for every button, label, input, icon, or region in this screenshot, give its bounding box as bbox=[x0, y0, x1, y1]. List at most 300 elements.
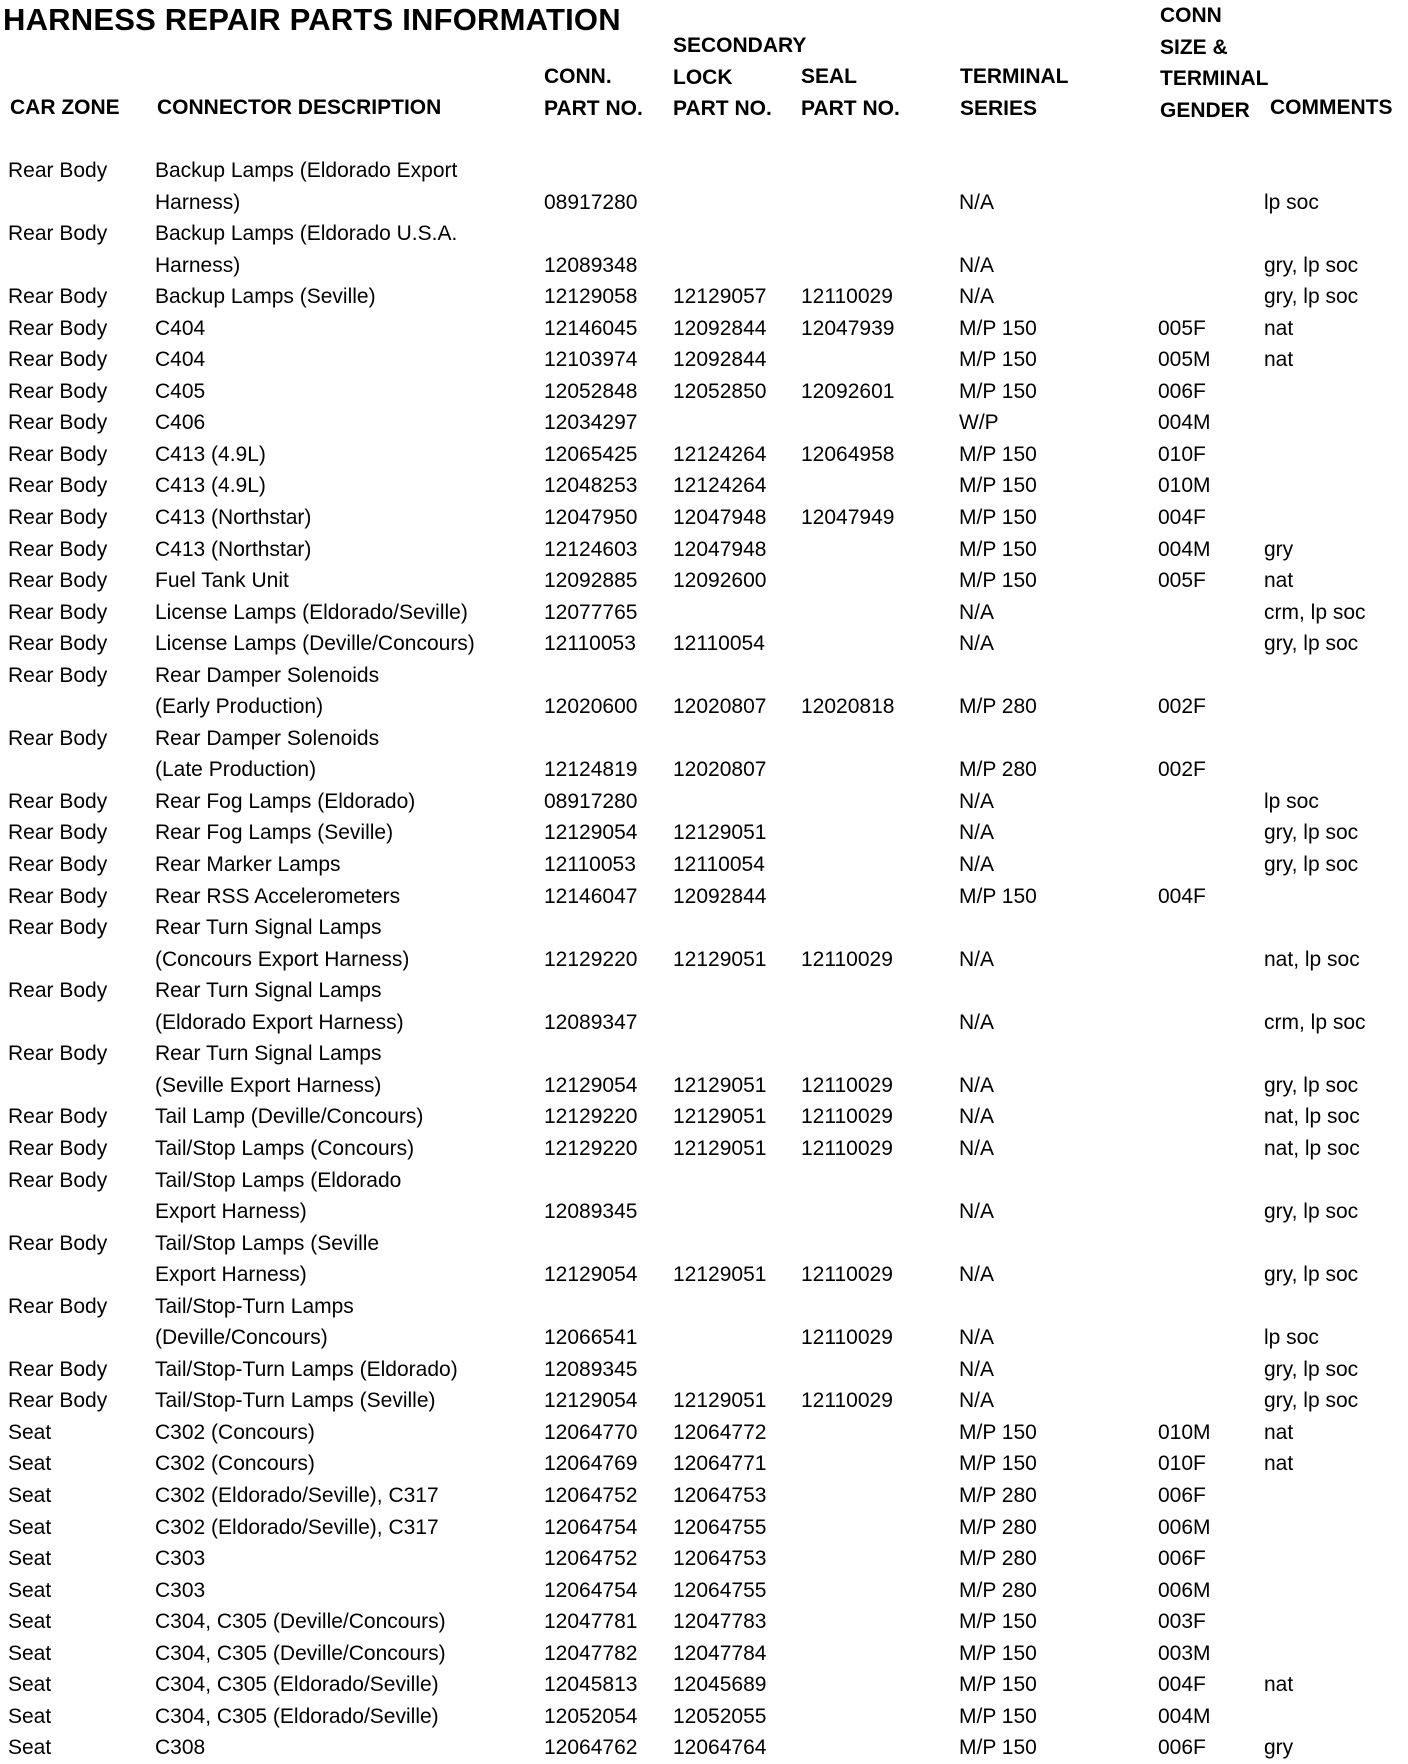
car-zone-cell: Seat bbox=[8, 1547, 52, 1571]
header-seal-part-no: SEAL PART NO. bbox=[801, 65, 900, 120]
terminal-series-cell: M/P 280 bbox=[959, 1578, 1037, 1602]
connector-description-cell: Export Harness) bbox=[155, 1263, 307, 1287]
car-zone-cell: Rear Body bbox=[8, 853, 108, 877]
comments-cell: nat, lp soc bbox=[1264, 947, 1360, 971]
table-row bbox=[0, 439, 1408, 471]
connector-description-cell: Rear Turn Signal Lamps bbox=[155, 1042, 382, 1066]
secondary-lock-part-no-cell: 12064771 bbox=[673, 1452, 767, 1476]
table-row bbox=[0, 534, 1408, 566]
terminal-series-cell: M/P 150 bbox=[959, 1641, 1037, 1665]
conn-part-no-cell: 12089348 bbox=[544, 253, 638, 277]
conn-part-no-cell: 12103974 bbox=[544, 348, 638, 372]
terminal-series-cell: N/A bbox=[959, 1263, 995, 1287]
car-zone-cell: Rear Body bbox=[8, 789, 108, 813]
secondary-lock-part-no-cell: 12064755 bbox=[673, 1578, 767, 1602]
conn-part-no-cell: 12092885 bbox=[544, 569, 638, 593]
table-row bbox=[0, 881, 1408, 913]
terminal-series-cell: N/A bbox=[959, 1200, 995, 1224]
connector-description-cell: C304, C305 (Deville/Concours) bbox=[155, 1641, 446, 1665]
table-row bbox=[0, 660, 1408, 692]
table-row bbox=[0, 1133, 1408, 1165]
secondary-lock-part-no-cell: 12047948 bbox=[673, 537, 767, 561]
comments-cell: gry, lp soc bbox=[1264, 1073, 1359, 1097]
conn-part-no-cell: 12129054 bbox=[544, 1389, 638, 1413]
conn-part-no-cell: 12064770 bbox=[544, 1420, 638, 1444]
seal-part-no-cell: 12110029 bbox=[801, 1136, 893, 1160]
conn-part-no-cell: 12077765 bbox=[544, 600, 638, 624]
page-title: HARNESS REPAIR PARTS INFORMATION bbox=[3, 2, 621, 37]
car-zone-cell: Rear Body bbox=[8, 1357, 108, 1381]
connector-description-cell: Rear Fog Lamps (Eldorado) bbox=[155, 789, 416, 813]
conn-size-gender-cell: 002F bbox=[1158, 758, 1206, 782]
connector-description-cell: C302 (Eldorado/Seville), C317 bbox=[155, 1483, 439, 1507]
connector-description-cell: (Late Production) bbox=[155, 758, 317, 782]
table-row bbox=[0, 313, 1408, 345]
secondary-lock-part-no-cell: 12064753 bbox=[673, 1483, 767, 1507]
table-row bbox=[0, 849, 1408, 881]
table-row bbox=[0, 1070, 1408, 1102]
terminal-series-cell: M/P 150 bbox=[959, 1704, 1037, 1728]
car-zone-cell: Rear Body bbox=[8, 884, 108, 908]
connector-description-cell: C413 (4.9L) bbox=[155, 442, 266, 466]
terminal-series-cell: W/P bbox=[959, 411, 999, 435]
comments-cell: gry, lp soc bbox=[1264, 632, 1359, 656]
car-zone-cell: Rear Body bbox=[8, 569, 108, 593]
seal-part-no-cell: 12110029 bbox=[801, 947, 893, 971]
conn-size-gender-cell: 010M bbox=[1158, 474, 1211, 498]
table-row bbox=[0, 1606, 1408, 1638]
conn-part-no-cell: 12064752 bbox=[544, 1547, 638, 1571]
connector-description-cell: (Deville/Concours) bbox=[155, 1326, 328, 1350]
comments-cell: nat bbox=[1264, 348, 1294, 372]
car-zone-cell: Rear Body bbox=[8, 916, 108, 940]
car-zone-cell: Seat bbox=[8, 1483, 52, 1507]
table-row bbox=[0, 1543, 1408, 1575]
terminal-series-cell: M/P 150 bbox=[959, 884, 1037, 908]
connector-description-cell: Rear Damper Solenoids bbox=[155, 726, 380, 750]
table-row bbox=[0, 975, 1408, 1007]
connector-description-cell: Tail Lamp (Deville/Concours) bbox=[155, 1105, 424, 1129]
secondary-lock-part-no-cell: 12092844 bbox=[673, 316, 767, 340]
car-zone-cell: Rear Body bbox=[8, 726, 108, 750]
conn-part-no-cell: 12047782 bbox=[544, 1641, 638, 1665]
connector-description-cell: C413 (4.9L) bbox=[155, 474, 266, 498]
terminal-series-cell: M/P 280 bbox=[959, 695, 1037, 719]
car-zone-cell: Rear Body bbox=[8, 348, 108, 372]
car-zone-cell: Rear Body bbox=[8, 663, 108, 687]
conn-part-no-cell: 12089345 bbox=[544, 1357, 638, 1381]
secondary-lock-part-no-cell: 12064764 bbox=[673, 1736, 767, 1760]
comments-cell: nat bbox=[1264, 569, 1294, 593]
terminal-series-cell: M/P 150 bbox=[959, 474, 1037, 498]
secondary-lock-part-no-cell: 12047948 bbox=[673, 506, 767, 530]
terminal-series-cell: N/A bbox=[959, 1073, 995, 1097]
conn-part-no-cell: 12124819 bbox=[544, 758, 638, 782]
conn-part-no-cell: 12052848 bbox=[544, 379, 638, 403]
conn-size-gender-cell: 002F bbox=[1158, 695, 1206, 719]
car-zone-cell: Rear Body bbox=[8, 474, 108, 498]
terminal-series-cell: M/P 150 bbox=[959, 537, 1037, 561]
table-row bbox=[0, 470, 1408, 502]
secondary-lock-part-no-cell: 12092600 bbox=[673, 569, 767, 593]
connector-description-cell: C413 (Northstar) bbox=[155, 537, 312, 561]
conn-size-gender-cell: 004M bbox=[1158, 411, 1211, 435]
table-row bbox=[0, 628, 1408, 660]
table-row bbox=[0, 1291, 1408, 1323]
conn-part-no-cell: 12052054 bbox=[544, 1704, 638, 1728]
secondary-lock-part-no-cell: 12124264 bbox=[673, 442, 767, 466]
conn-size-gender-cell: 003M bbox=[1158, 1641, 1211, 1665]
conn-size-gender-cell: 005F bbox=[1158, 316, 1206, 340]
conn-part-no-cell: 12064752 bbox=[544, 1483, 638, 1507]
connector-description-cell: Tail/Stop Lamps (Eldorado bbox=[155, 1168, 402, 1192]
comments-cell: lp soc bbox=[1264, 190, 1319, 214]
header-connector-description: CONNECTOR DESCRIPTION bbox=[157, 96, 442, 119]
seal-part-no-cell: 12110029 bbox=[801, 1389, 893, 1413]
table-row bbox=[0, 912, 1408, 944]
car-zone-cell: Rear Body bbox=[8, 411, 108, 435]
car-zone-cell: Rear Body bbox=[8, 1042, 108, 1066]
secondary-lock-part-no-cell: 12124264 bbox=[673, 474, 767, 498]
secondary-lock-part-no-cell: 12129051 bbox=[673, 947, 767, 971]
table-row bbox=[0, 1701, 1408, 1733]
conn-part-no-cell: 12048253 bbox=[544, 474, 638, 498]
connector-description-cell: C303 bbox=[155, 1547, 206, 1571]
conn-part-no-cell: 12129058 bbox=[544, 285, 638, 309]
conn-part-no-cell: 12129054 bbox=[544, 821, 638, 845]
conn-part-no-cell: 12047781 bbox=[544, 1610, 638, 1634]
connector-description-cell: Rear Fog Lamps (Seville) bbox=[155, 821, 394, 845]
table-row bbox=[0, 187, 1408, 219]
table-row bbox=[0, 1038, 1408, 1070]
comments-cell: nat, lp soc bbox=[1264, 1105, 1360, 1129]
comments-cell: nat bbox=[1264, 1420, 1294, 1444]
conn-size-gender-cell: 004F bbox=[1158, 884, 1206, 908]
connector-description-cell: C302 (Concours) bbox=[155, 1452, 315, 1476]
terminal-series-cell: M/P 280 bbox=[959, 1515, 1037, 1539]
car-zone-cell: Rear Body bbox=[8, 632, 108, 656]
conn-part-no-cell: 12089347 bbox=[544, 1010, 638, 1034]
secondary-lock-part-no-cell: 12129051 bbox=[673, 1136, 767, 1160]
conn-part-no-cell: 12129054 bbox=[544, 1263, 638, 1287]
connector-description-cell: C302 (Concours) bbox=[155, 1420, 315, 1444]
table-row bbox=[0, 281, 1408, 313]
conn-part-no-cell: 12020600 bbox=[544, 695, 638, 719]
connector-description-cell: (Seville Export Harness) bbox=[155, 1073, 382, 1097]
connector-description-cell: C405 bbox=[155, 379, 206, 403]
table-row bbox=[0, 1228, 1408, 1260]
terminal-series-cell: M/P 150 bbox=[959, 1673, 1037, 1697]
table-row bbox=[0, 597, 1408, 629]
header-comments: COMMENTS bbox=[1270, 96, 1393, 119]
connector-description-cell: Export Harness) bbox=[155, 1200, 307, 1224]
connector-description-cell: Rear Turn Signal Lamps bbox=[155, 916, 382, 940]
car-zone-cell: Seat bbox=[8, 1641, 52, 1665]
connector-description-cell: Fuel Tank Unit bbox=[155, 569, 289, 593]
secondary-lock-part-no-cell: 12110054 bbox=[673, 853, 765, 877]
connector-description-cell: License Lamps (Deville/Concours) bbox=[155, 632, 475, 656]
table-row bbox=[0, 1354, 1408, 1386]
table-row bbox=[0, 754, 1408, 786]
conn-size-gender-cell: 006F bbox=[1158, 379, 1206, 403]
comments-cell: crm, lp soc bbox=[1264, 600, 1366, 624]
secondary-lock-part-no-cell: 12092844 bbox=[673, 884, 767, 908]
table-row bbox=[0, 1448, 1408, 1480]
table-row bbox=[0, 565, 1408, 597]
terminal-series-cell: M/P 150 bbox=[959, 379, 1037, 403]
comments-cell: nat, lp soc bbox=[1264, 1136, 1360, 1160]
conn-size-gender-cell: 004M bbox=[1158, 1704, 1211, 1728]
terminal-series-cell: M/P 150 bbox=[959, 1452, 1037, 1476]
comments-cell: gry, lp soc bbox=[1264, 1200, 1359, 1224]
table-row bbox=[0, 1385, 1408, 1417]
table-row bbox=[0, 1165, 1408, 1197]
secondary-lock-part-no-cell: 12047783 bbox=[673, 1610, 767, 1634]
terminal-series-cell: N/A bbox=[959, 1010, 995, 1034]
table-row bbox=[0, 723, 1408, 755]
comments-cell: gry, lp soc bbox=[1264, 821, 1359, 845]
table-row bbox=[0, 1638, 1408, 1670]
connector-description-cell: C304, C305 (Eldorado/Seville) bbox=[155, 1704, 439, 1728]
table-row bbox=[0, 1732, 1408, 1764]
connector-description-cell: Rear Turn Signal Lamps bbox=[155, 979, 382, 1003]
connector-description-cell: Tail/Stop-Turn Lamps bbox=[155, 1294, 354, 1318]
seal-part-no-cell: 12110029 bbox=[801, 1263, 893, 1287]
table-row bbox=[0, 1007, 1408, 1039]
connector-description-cell: C404 bbox=[155, 316, 206, 340]
table-row bbox=[0, 155, 1408, 187]
terminal-series-cell: M/P 150 bbox=[959, 1736, 1037, 1760]
seal-part-no-cell: 12110029 bbox=[801, 1326, 893, 1350]
secondary-lock-part-no-cell: 12110054 bbox=[673, 632, 765, 656]
table-row bbox=[0, 1512, 1408, 1544]
conn-size-gender-cell: 005M bbox=[1158, 348, 1211, 372]
car-zone-cell: Rear Body bbox=[8, 600, 108, 624]
terminal-series-cell: N/A bbox=[959, 1326, 995, 1350]
car-zone-cell: Rear Body bbox=[8, 1105, 108, 1129]
connector-description-cell: C302 (Eldorado/Seville), C317 bbox=[155, 1515, 439, 1539]
conn-part-no-cell: 08917280 bbox=[544, 789, 638, 813]
connector-description-cell: Backup Lamps (Eldorado Export bbox=[155, 159, 458, 182]
seal-part-no-cell: 12110029 bbox=[801, 1105, 893, 1129]
conn-size-gender-cell: 004M bbox=[1158, 537, 1211, 561]
header-car-zone: CAR ZONE bbox=[10, 96, 120, 119]
header-conn-size-terminal-gender: CONN SIZE & TERMINAL GENDER bbox=[1160, 4, 1269, 122]
comments-cell: gry, lp soc bbox=[1264, 1357, 1359, 1381]
connector-description-cell: C303 bbox=[155, 1578, 206, 1602]
table-row bbox=[0, 502, 1408, 534]
comments-cell: gry, lp soc bbox=[1264, 253, 1359, 277]
secondary-lock-part-no-cell: 12052850 bbox=[673, 379, 767, 403]
conn-part-no-cell: 12045813 bbox=[544, 1673, 638, 1697]
conn-part-no-cell: 08917280 bbox=[544, 190, 638, 214]
secondary-lock-part-no-cell: 12045689 bbox=[673, 1673, 767, 1697]
connector-description-cell: (Early Production) bbox=[155, 695, 324, 719]
terminal-series-cell: N/A bbox=[959, 600, 995, 624]
table-row bbox=[0, 944, 1408, 976]
table-row bbox=[0, 817, 1408, 849]
secondary-lock-part-no-cell: 12129051 bbox=[673, 1073, 767, 1097]
connector-description-cell: Backup Lamps (Seville) bbox=[155, 285, 376, 309]
conn-size-gender-cell: 010F bbox=[1158, 442, 1206, 466]
header-conn-part-no: CONN. PART NO. bbox=[544, 65, 643, 120]
connector-description-cell: C308 bbox=[155, 1736, 206, 1760]
conn-part-no-cell: 12129220 bbox=[544, 1136, 638, 1160]
seal-part-no-cell: 12110029 bbox=[801, 285, 893, 309]
car-zone-cell: Rear Body bbox=[8, 506, 108, 530]
secondary-lock-part-no-cell: 12064772 bbox=[673, 1420, 767, 1444]
table-row bbox=[0, 1480, 1408, 1512]
terminal-series-cell: N/A bbox=[959, 789, 995, 813]
table-row bbox=[0, 691, 1408, 723]
car-zone-cell: Seat bbox=[8, 1452, 52, 1476]
table-row bbox=[0, 376, 1408, 408]
connector-description-cell: C304, C305 (Eldorado/Seville) bbox=[155, 1673, 439, 1697]
car-zone-cell: Seat bbox=[8, 1704, 52, 1728]
comments-cell: crm, lp soc bbox=[1264, 1010, 1366, 1034]
terminal-series-cell: N/A bbox=[959, 821, 995, 845]
car-zone-cell: Seat bbox=[8, 1673, 52, 1697]
conn-size-gender-cell: 006F bbox=[1158, 1736, 1206, 1760]
secondary-lock-part-no-cell: 12047784 bbox=[673, 1641, 767, 1665]
comments-cell: nat bbox=[1264, 1673, 1294, 1697]
connector-description-cell: Backup Lamps (Eldorado U.S.A. bbox=[155, 222, 458, 246]
car-zone-cell: Seat bbox=[8, 1420, 52, 1444]
comments-cell: gry, lp soc bbox=[1264, 285, 1359, 309]
car-zone-cell: Seat bbox=[8, 1578, 52, 1602]
secondary-lock-part-no-cell: 12129057 bbox=[673, 285, 767, 309]
comments-cell: gry bbox=[1264, 1736, 1294, 1760]
connector-description-cell: Harness) bbox=[155, 190, 241, 214]
connector-description-cell: Tail/Stop-Turn Lamps (Eldorado) bbox=[155, 1357, 458, 1381]
parts-table bbox=[0, 155, 1408, 1764]
table-row bbox=[0, 1669, 1408, 1701]
comments-cell: gry bbox=[1264, 537, 1294, 561]
terminal-series-cell: M/P 150 bbox=[959, 1610, 1037, 1634]
terminal-series-cell: N/A bbox=[959, 947, 995, 971]
conn-part-no-cell: 12110053 bbox=[544, 632, 636, 656]
secondary-lock-part-no-cell: 12129051 bbox=[673, 1105, 767, 1129]
terminal-series-cell: N/A bbox=[959, 632, 995, 656]
comments-cell: gry, lp soc bbox=[1264, 853, 1359, 877]
connector-description-cell: Rear Marker Lamps bbox=[155, 853, 341, 877]
comments-cell: gry, lp soc bbox=[1264, 1389, 1359, 1413]
table-row bbox=[0, 250, 1408, 282]
car-zone-cell: Rear Body bbox=[8, 1231, 108, 1255]
table-row bbox=[0, 1322, 1408, 1354]
terminal-series-cell: N/A bbox=[959, 1136, 995, 1160]
conn-part-no-cell: 12146045 bbox=[544, 316, 638, 340]
conn-size-gender-cell: 004F bbox=[1158, 506, 1206, 530]
car-zone-cell: Rear Body bbox=[8, 1294, 108, 1318]
table-row bbox=[0, 1417, 1408, 1449]
terminal-series-cell: N/A bbox=[959, 285, 995, 309]
secondary-lock-part-no-cell: 12052055 bbox=[673, 1704, 767, 1728]
connector-description-cell: C404 bbox=[155, 348, 206, 372]
conn-size-gender-cell: 005F bbox=[1158, 569, 1206, 593]
connector-description-cell: Harness) bbox=[155, 253, 241, 277]
conn-part-no-cell: 12064754 bbox=[544, 1578, 638, 1602]
table-row bbox=[0, 407, 1408, 439]
terminal-series-cell: M/P 150 bbox=[959, 506, 1037, 530]
conn-size-gender-cell: 010F bbox=[1158, 1452, 1206, 1476]
connector-description-cell: Tail/Stop Lamps (Seville bbox=[155, 1231, 380, 1255]
car-zone-cell: Rear Body bbox=[8, 537, 108, 561]
car-zone-cell: Rear Body bbox=[8, 379, 108, 403]
conn-size-gender-cell: 004F bbox=[1158, 1673, 1206, 1697]
terminal-series-cell: M/P 280 bbox=[959, 758, 1037, 782]
car-zone-cell: Rear Body bbox=[8, 442, 108, 466]
comments-cell: nat bbox=[1264, 316, 1294, 340]
conn-part-no-cell: 12064769 bbox=[544, 1452, 638, 1476]
table-row bbox=[0, 218, 1408, 250]
terminal-series-cell: M/P 280 bbox=[959, 1547, 1037, 1571]
terminal-series-cell: N/A bbox=[959, 190, 995, 214]
car-zone-cell: Rear Body bbox=[8, 285, 108, 309]
conn-part-no-cell: 12034297 bbox=[544, 411, 638, 435]
terminal-series-cell: N/A bbox=[959, 1389, 995, 1413]
terminal-series-cell: M/P 150 bbox=[959, 569, 1037, 593]
secondary-lock-part-no-cell: 12129051 bbox=[673, 821, 767, 845]
header-terminal-series: TERMINAL SERIES bbox=[960, 65, 1069, 120]
comments-cell: nat bbox=[1264, 1452, 1294, 1476]
connector-description-cell: C406 bbox=[155, 411, 206, 435]
connector-description-cell: Tail/Stop Lamps (Concours) bbox=[155, 1136, 415, 1160]
secondary-lock-part-no-cell: 12020807 bbox=[673, 695, 767, 719]
car-zone-cell: Rear Body bbox=[8, 316, 108, 340]
car-zone-cell: Seat bbox=[8, 1515, 52, 1539]
seal-part-no-cell: 12110029 bbox=[801, 1073, 893, 1097]
conn-part-no-cell: 12129220 bbox=[544, 1105, 638, 1129]
header-secondary-lock-part-no: SECONDARY LOCK PART NO. bbox=[673, 34, 807, 120]
conn-size-gender-cell: 006F bbox=[1158, 1547, 1206, 1571]
secondary-lock-part-no-cell: 12129051 bbox=[673, 1389, 767, 1413]
conn-part-no-cell: 12065425 bbox=[544, 442, 638, 466]
conn-part-no-cell: 12129220 bbox=[544, 947, 638, 971]
connector-description-cell: License Lamps (Eldorado/Seville) bbox=[155, 600, 468, 624]
car-zone-cell: Rear Body bbox=[8, 1168, 108, 1192]
secondary-lock-part-no-cell: 12129051 bbox=[673, 1263, 767, 1287]
connector-description-cell: C304, C305 (Deville/Concours) bbox=[155, 1610, 446, 1634]
car-zone-cell: Seat bbox=[8, 1736, 52, 1760]
table-row bbox=[0, 786, 1408, 818]
conn-size-gender-cell: 010M bbox=[1158, 1420, 1211, 1444]
terminal-series-cell: M/P 150 bbox=[959, 316, 1037, 340]
car-zone-cell: Seat bbox=[8, 1610, 52, 1634]
conn-size-gender-cell: 006M bbox=[1158, 1515, 1211, 1539]
car-zone-cell: Rear Body bbox=[8, 821, 108, 845]
secondary-lock-part-no-cell: 12064753 bbox=[673, 1547, 767, 1571]
terminal-series-cell: N/A bbox=[959, 253, 995, 277]
table-row bbox=[0, 344, 1408, 376]
secondary-lock-part-no-cell: 12064755 bbox=[673, 1515, 767, 1539]
conn-part-no-cell: 12124603 bbox=[544, 537, 638, 561]
connector-description-cell: Tail/Stop-Turn Lamps (Seville) bbox=[155, 1389, 436, 1413]
conn-part-no-cell: 12064762 bbox=[544, 1736, 638, 1760]
conn-size-gender-cell: 006M bbox=[1158, 1578, 1211, 1602]
terminal-series-cell: N/A bbox=[959, 1105, 995, 1129]
conn-part-no-cell: 12089345 bbox=[544, 1200, 638, 1224]
conn-part-no-cell: 12129054 bbox=[544, 1073, 638, 1097]
conn-size-gender-cell: 006F bbox=[1158, 1483, 1206, 1507]
car-zone-cell: Rear Body bbox=[8, 979, 108, 1003]
comments-cell: lp soc bbox=[1264, 789, 1319, 813]
conn-part-no-cell: 12064754 bbox=[544, 1515, 638, 1539]
car-zone-cell: Rear Body bbox=[8, 1136, 108, 1160]
conn-part-no-cell: 12066541 bbox=[544, 1326, 638, 1350]
comments-cell: gry, lp soc bbox=[1264, 1263, 1359, 1287]
table-row bbox=[0, 1101, 1408, 1133]
